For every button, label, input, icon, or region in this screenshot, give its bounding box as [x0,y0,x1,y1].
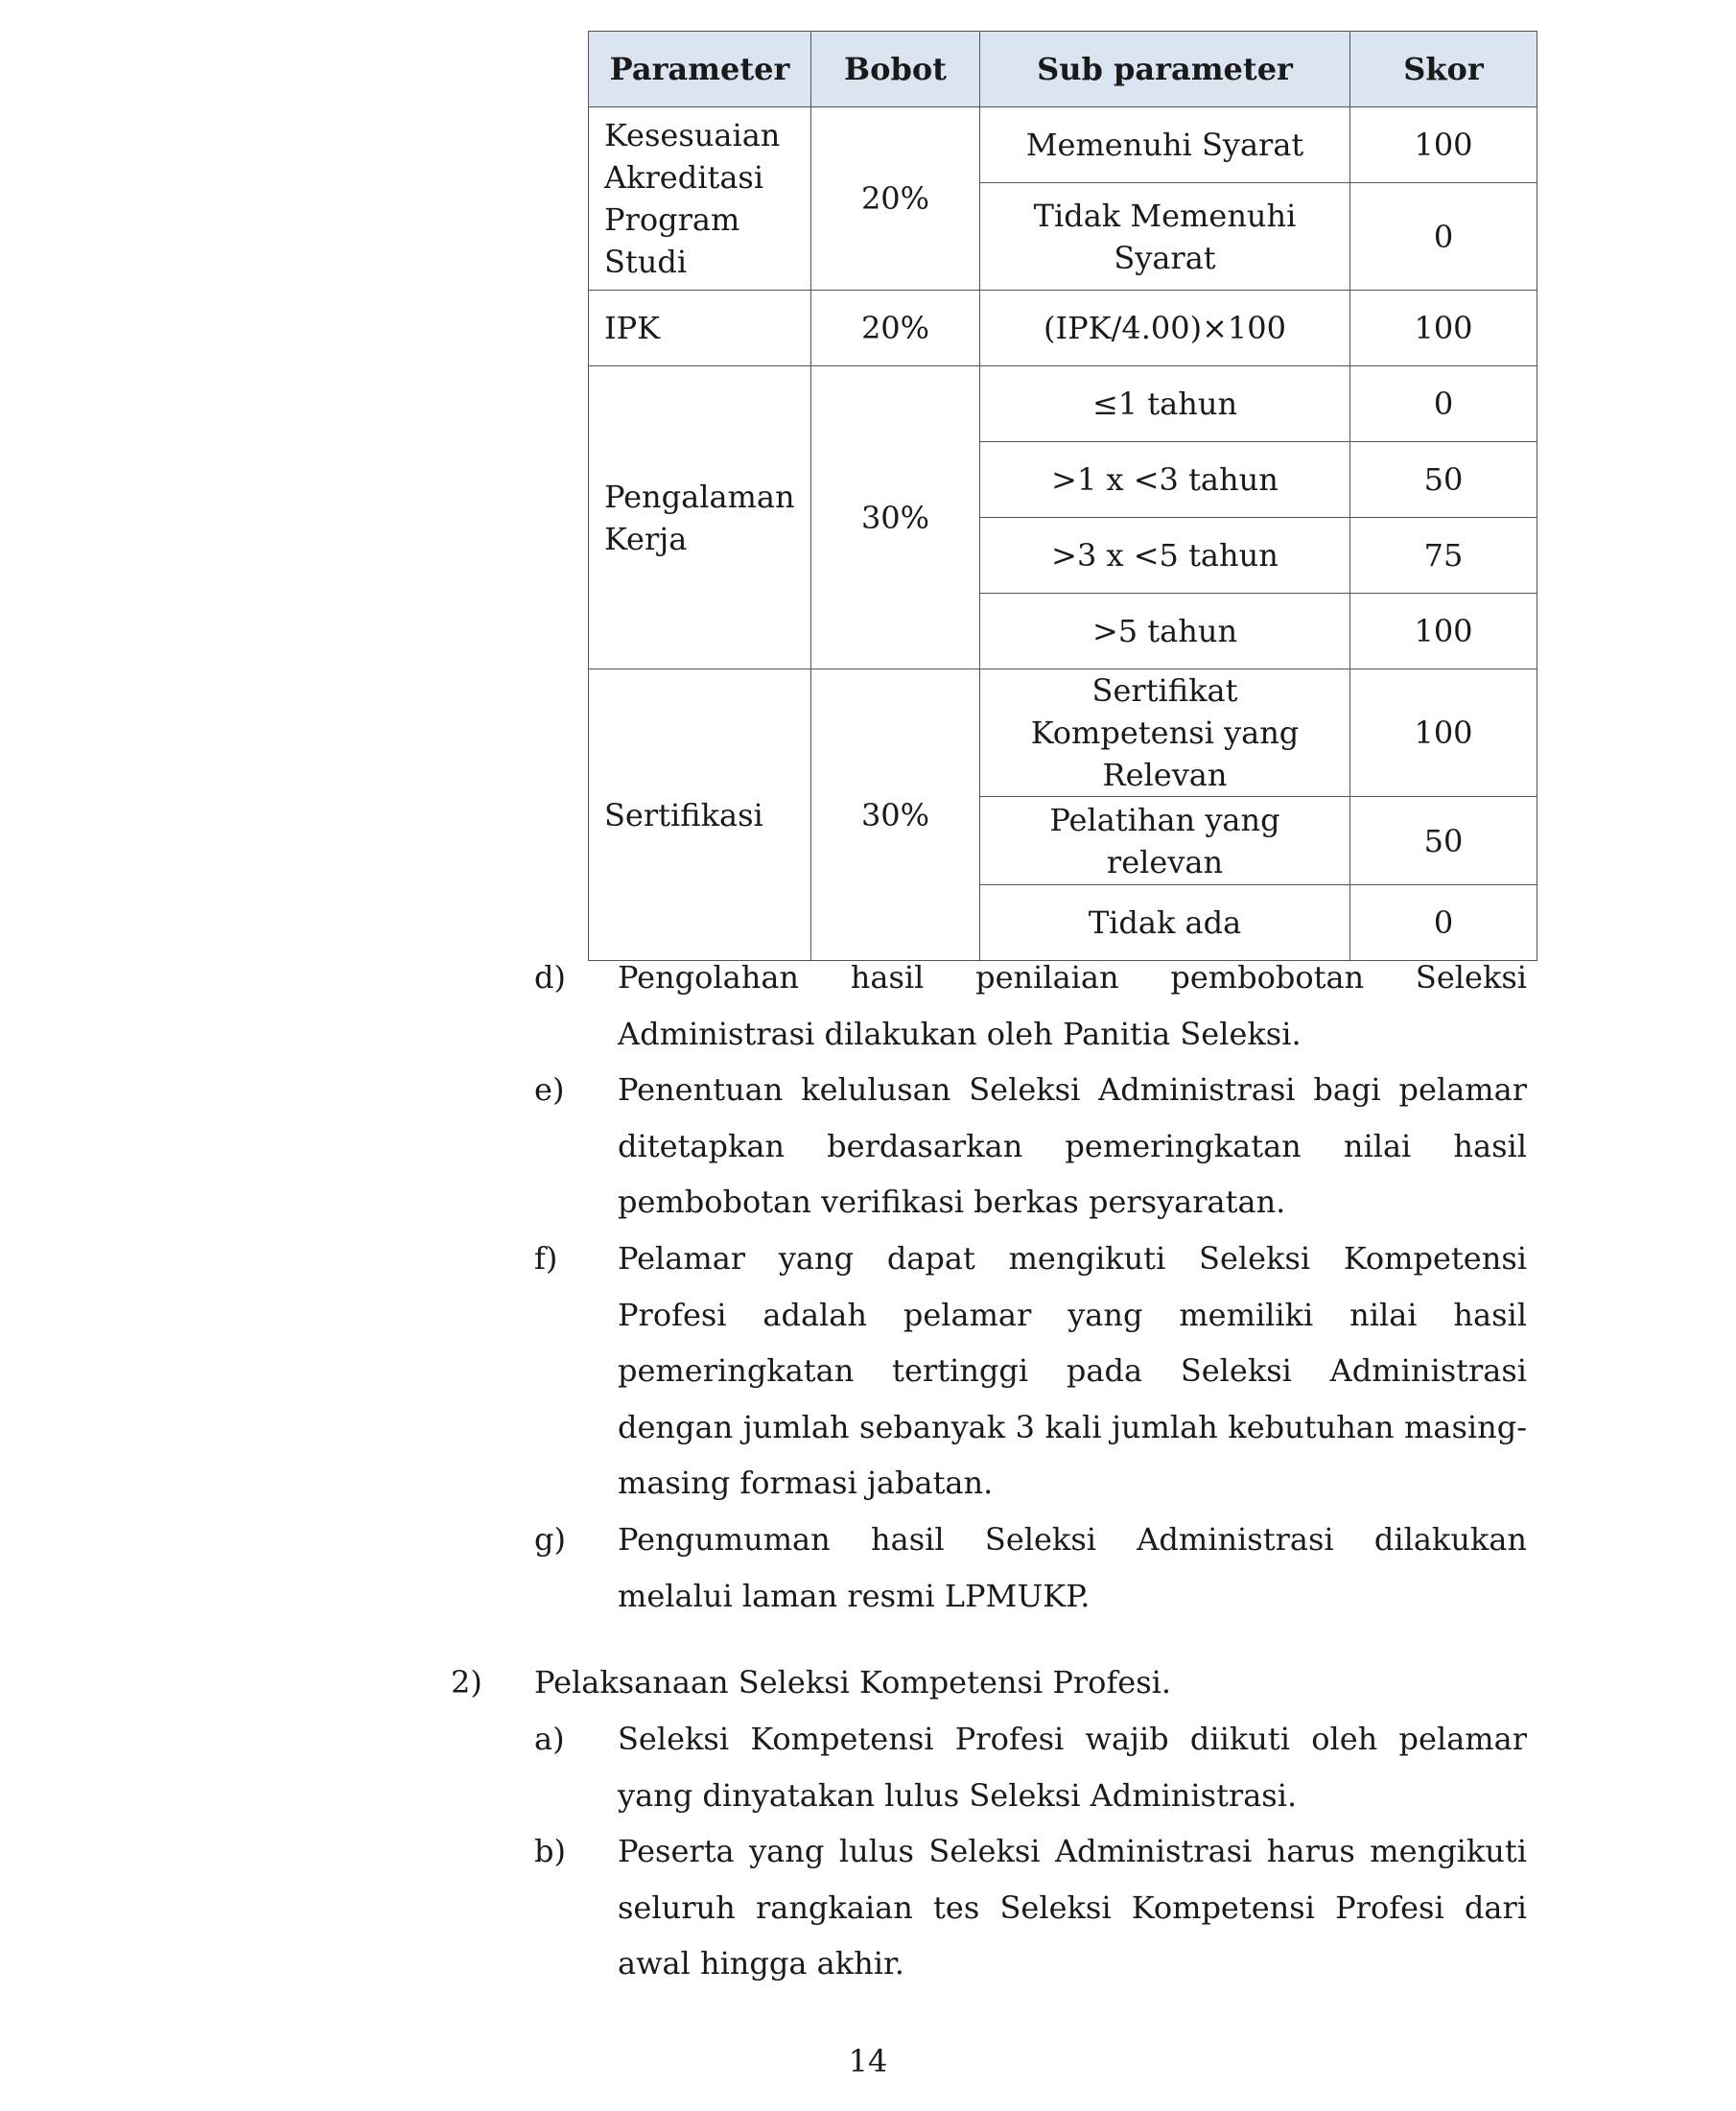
bobot-cell: 20% [811,107,980,291]
bobot-cell: 20% [811,291,980,366]
table-row [589,366,1537,442]
sub-parameter-cell: Pelatihan yang relevan [980,797,1350,885]
sub-parameter-cell: (IPK/4.00)×100 [980,291,1350,366]
page-number: 14 [848,2043,888,2079]
sub-parameter-cell: Memenuhi Syarat [980,107,1350,183]
sub-parameter-cell: >3 x <5 tahun [980,518,1350,594]
skor-cell: 0 [1350,183,1537,291]
skor-cell: 100 [1350,107,1537,183]
table-row [589,107,1537,183]
sub-parameter-cell: >5 tahun [980,594,1350,669]
sub-parameter-cell: >1 x <3 tahun [980,442,1350,518]
bobot-cell: 30% [811,366,980,669]
list-text: Penentuan kelulusan Seleksi Administrasi bagi pelamar ditetapkan berdasarkan pemeringkatan nilai hasil pembobotan verifikasi berkas persyaratan. [618,1071,1527,1220]
parameter-cell: IPK [589,291,811,366]
table-row [589,669,1537,797]
skor-cell: 100 [1350,594,1537,669]
parameter-cell: Sertifikasi [589,669,811,961]
list-label: a) [534,1721,565,1757]
section-text: Pelaksanaan Seleksi Kompetensi Profesi. [534,1664,1172,1701]
table-row [589,291,1537,366]
sub-parameter-cell: Tidak Memenuhi Syarat [980,183,1350,291]
list-label: e) [534,1071,565,1108]
list-text: Pengumuman hasil Seleksi Administrasi dilakukan melalui laman resmi LPMUKP. [618,1521,1527,1614]
skor-cell: 75 [1350,518,1537,594]
list-label: f) [534,1240,558,1277]
header-bobot: Bobot [811,32,980,107]
sub-parameter-cell: Sertifikat Kompetensi yang Relevan [980,669,1350,797]
parameter-cell: Kesesuaian Akreditasi Program Studi [589,107,811,291]
bobot-cell: 30% [811,669,980,961]
list-text: Seleksi Kompetensi Profesi wajib diikuti oleh pelamar yang dinyatakan lulus Seleksi Administrasi. [618,1721,1527,1814]
skor-cell: 100 [1350,291,1537,366]
list-label: d) [534,959,566,996]
skor-cell: 0 [1350,366,1537,442]
parameter-cell: Pengalaman Kerja [589,366,811,669]
sub-parameter-cell: ≤1 tahun [980,366,1350,442]
list-text: Peserta yang lulus Seleksi Administrasi harus mengikuti seluruh rangkaian tes Seleksi Kompetensi Profesi dari awal hingga akhir. [618,1833,1527,1982]
skor-cell: 0 [1350,885,1537,961]
section-label: 2) [451,1664,482,1701]
skor-cell: 50 [1350,797,1537,885]
list-text: Pelamar yang dapat mengikuti Seleksi Kompetensi Profesi adalah pelamar yang memiliki nilai hasil pemeringkatan tertinggi pada Seleksi Administrasi dengan jumlah sebanyak 3 kali jumlah kebutuhan masing-masing formasi jabatan. [618,1240,1527,1501]
header-parameter: Parameter [589,32,811,107]
table-header-row [589,32,1537,107]
sub-parameter-cell: Tidak ada [980,885,1350,961]
skor-cell: 100 [1350,669,1537,797]
skor-cell: 50 [1350,442,1537,518]
scoring-table [588,31,1537,961]
header-sub-parameter: Sub parameter [980,32,1350,107]
list-label: b) [534,1833,566,1869]
list-label: g) [534,1521,566,1558]
header-skor: Skor [1350,32,1537,107]
list-text: Pengolahan hasil penilaian pembobotan Seleksi Administrasi dilakukan oleh Panitia Seleksi. [618,959,1527,1052]
